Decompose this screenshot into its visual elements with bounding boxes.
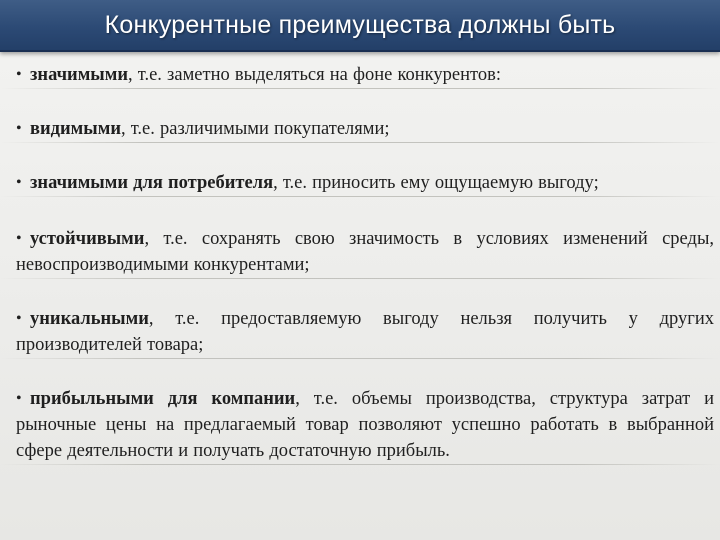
bullet-text: , т.е. различимыми покупателями;	[120, 119, 390, 139]
title-bar	[0, 0, 720, 52]
bullet-icon: •	[16, 120, 22, 137]
bullet-term: видимыми	[30, 119, 121, 139]
bullet-text: , т.е. заметно выделяться на фоне конкурентов:	[128, 65, 501, 85]
bullet-icon: •	[16, 230, 22, 247]
bullet-icon: •	[16, 174, 22, 191]
bullet-term: значимыми для потребителя	[30, 173, 274, 193]
bullet-item-5	[0, 306, 720, 359]
bullet-term: значимыми	[30, 65, 129, 85]
bullet-item-3	[0, 170, 720, 197]
bullet-text: , т.е. объемы производства, структура затрат и рыночные цены на предлагаемый товар позволяют успешно работать в выбранной сфере деятельности и получать достаточную прибыль.	[16, 389, 714, 461]
bullet-term: прибыльными для компании	[30, 389, 296, 409]
bullet-item-4	[0, 226, 720, 279]
bullet-item-6	[0, 386, 720, 465]
bullet-icon: •	[16, 390, 22, 407]
bullet-icon: •	[16, 310, 22, 327]
bullet-text: , т.е. сохранять свою значимость в условиях изменений среды, невоспроизводимыми конкурентами;	[16, 229, 714, 275]
bullet-term: уникальными	[30, 309, 149, 329]
bullet-text: , т.е. предоставляемую выгоду нельзя получить у других производителей товара;	[16, 309, 714, 355]
bullet-item-1	[0, 62, 720, 89]
bullet-icon: •	[16, 66, 22, 83]
slide-title: Конкурентные преимущества должны быть	[104, 10, 616, 39]
bullet-item-2	[0, 116, 720, 143]
bullet-text: , т.е. приносить ему ощущаемую выгоду;	[273, 173, 599, 193]
bullet-term: устойчивыми	[30, 229, 145, 249]
